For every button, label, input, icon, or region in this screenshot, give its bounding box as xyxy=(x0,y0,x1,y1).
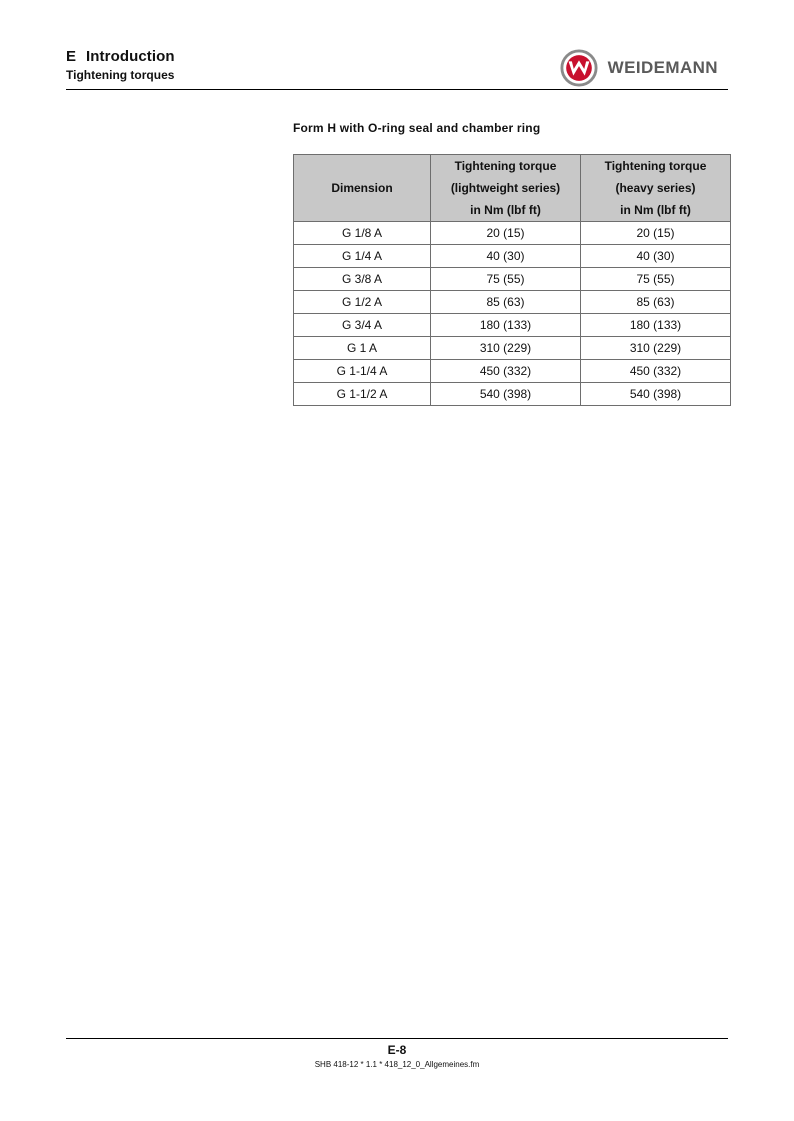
cell-lightweight: 85 (63) xyxy=(431,291,581,314)
table-row xyxy=(294,360,731,383)
footer-divider xyxy=(66,1038,728,1039)
torque-table xyxy=(293,154,731,406)
header-line: Tightening torque xyxy=(604,159,707,173)
weidemann-logo-icon xyxy=(560,49,598,87)
header-line: Dimension xyxy=(331,181,393,195)
cell-heavy: 75 (55) xyxy=(581,268,731,291)
cell-dimension: G 3/4 A xyxy=(294,314,431,337)
chapter-title: Introduction xyxy=(86,48,175,65)
brand-wordmark: WEIDEMANN xyxy=(607,58,718,77)
header-line: Tightening torque xyxy=(454,159,557,173)
page-number: E-8 xyxy=(387,1043,407,1057)
cell-dimension: G 3/8 A xyxy=(294,268,431,291)
table-row xyxy=(294,291,731,314)
table-row xyxy=(294,222,731,245)
cell-lightweight: 20 (15) xyxy=(431,222,581,245)
cell-heavy: 180 (133) xyxy=(581,314,731,337)
cell-dimension: G 1/8 A xyxy=(294,222,431,245)
header-heavy xyxy=(581,155,731,222)
table-title: Form H with O-ring seal and chamber ring xyxy=(293,121,541,135)
cell-dimension: G 1 A xyxy=(294,337,431,360)
chapter-letter: E xyxy=(66,48,77,65)
cell-heavy: 20 (15) xyxy=(581,222,731,245)
table-row xyxy=(294,245,731,268)
cell-heavy: 85 (63) xyxy=(581,291,731,314)
cell-dimension: G 1/2 A xyxy=(294,291,431,314)
cell-lightweight: 180 (133) xyxy=(431,314,581,337)
header-dimension xyxy=(294,155,431,222)
header-line: (heavy series) xyxy=(615,181,696,195)
table-row xyxy=(294,337,731,360)
section-title: Tightening torques xyxy=(66,68,175,82)
table-row xyxy=(294,268,731,291)
header-divider xyxy=(66,89,728,90)
cell-heavy: 450 (332) xyxy=(581,360,731,383)
cell-dimension: G 1-1/2 A xyxy=(294,383,431,406)
cell-lightweight: 450 (332) xyxy=(431,360,581,383)
cell-dimension: G 1-1/4 A xyxy=(294,360,431,383)
chapter-heading xyxy=(66,48,175,65)
cell-lightweight: 75 (55) xyxy=(431,268,581,291)
table-row xyxy=(294,314,731,337)
table-row xyxy=(294,383,731,406)
cell-lightweight: 310 (229) xyxy=(431,337,581,360)
table-header-row xyxy=(294,155,731,222)
header-line: (lightweight series) xyxy=(450,181,561,195)
cell-heavy: 310 (229) xyxy=(581,337,731,360)
header-line: in Nm (lbf ft) xyxy=(620,203,691,217)
header-lightweight xyxy=(431,155,581,222)
cell-lightweight: 40 (30) xyxy=(431,245,581,268)
brand-logo xyxy=(560,50,718,86)
page-header xyxy=(66,46,728,90)
document-reference: SHB 418-12 * 1.1 * 418_12_0_Allgemeines.fm xyxy=(314,1060,480,1069)
header-line: in Nm (lbf ft) xyxy=(470,203,541,217)
cell-dimension: G 1/4 A xyxy=(294,245,431,268)
cell-lightweight: 540 (398) xyxy=(431,383,581,406)
cell-heavy: 40 (30) xyxy=(581,245,731,268)
cell-heavy: 540 (398) xyxy=(581,383,731,406)
